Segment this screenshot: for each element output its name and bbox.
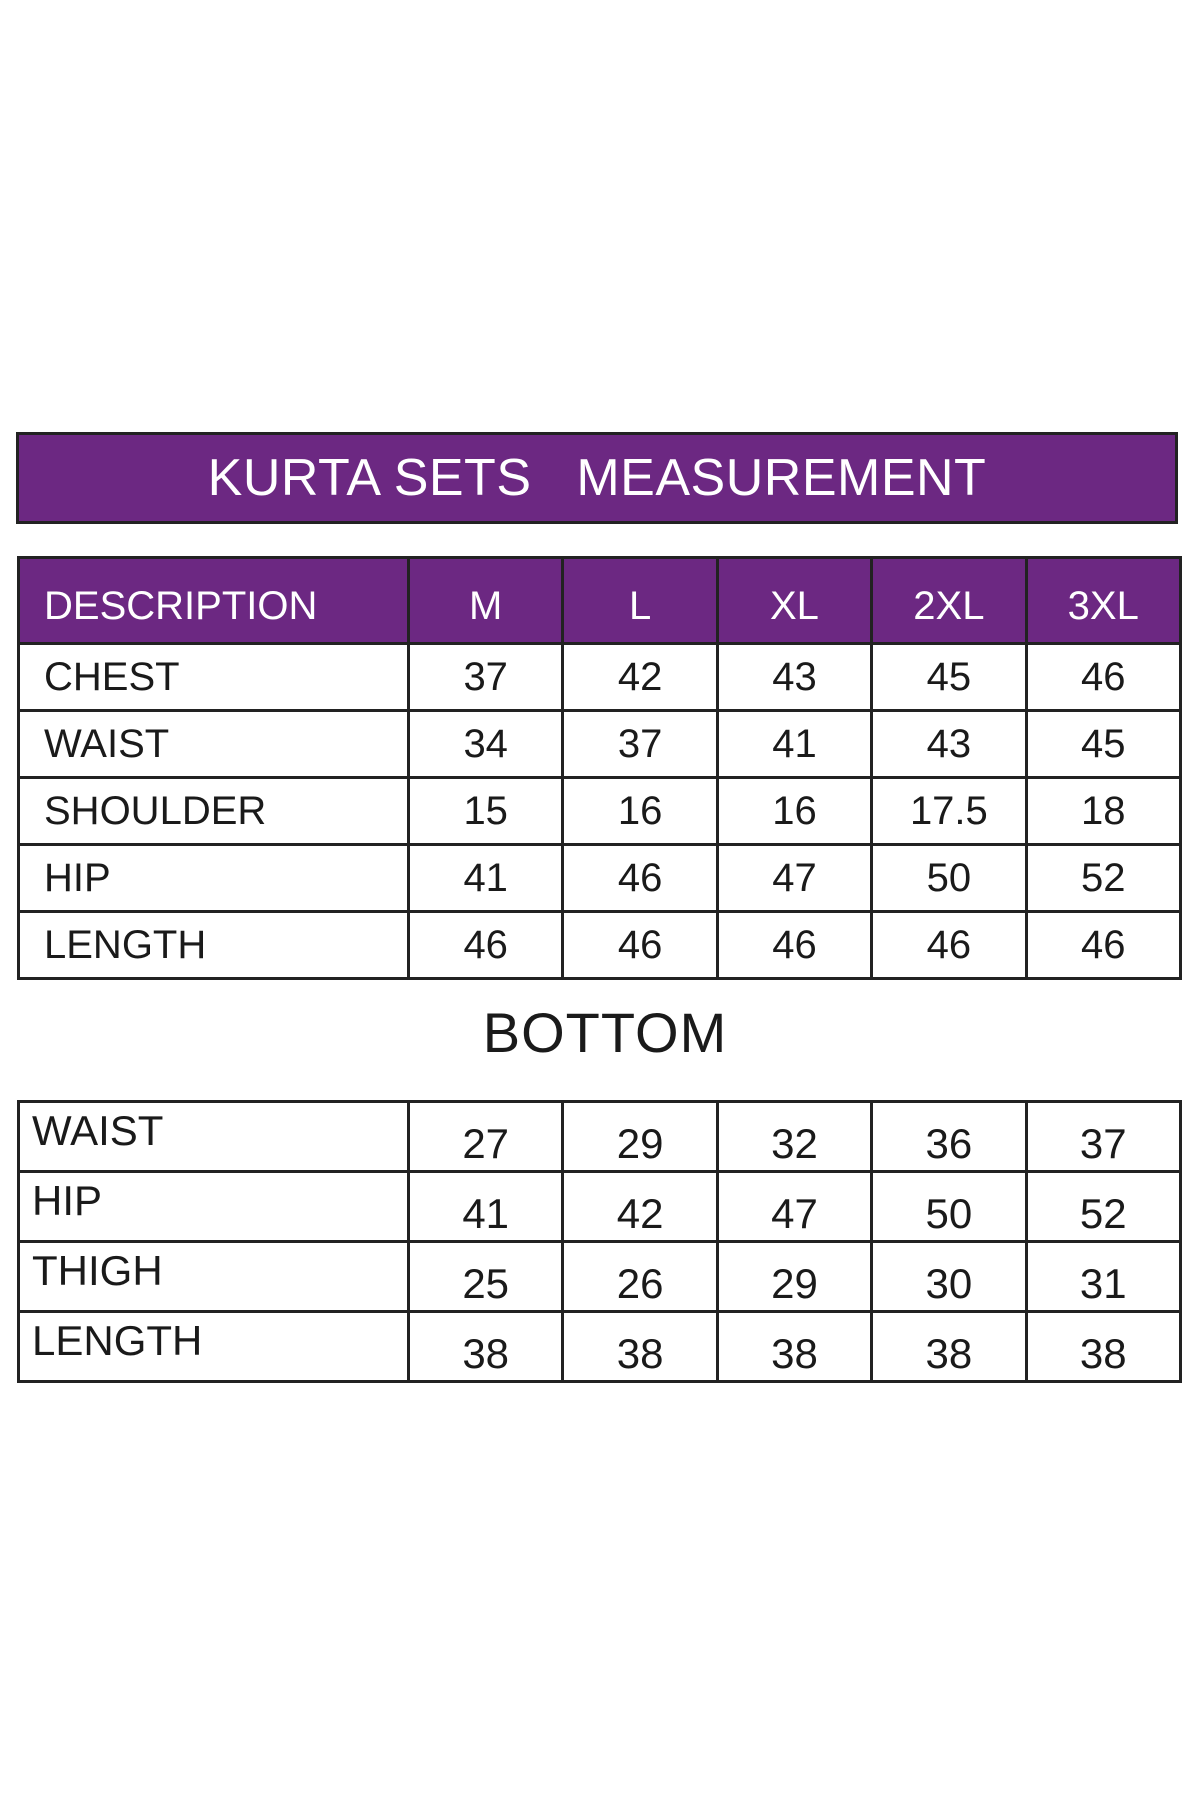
table-cell: 25 [409, 1242, 563, 1312]
table-cell: 34 [409, 711, 563, 778]
table-cell: 50 [872, 1172, 1026, 1242]
table-row [19, 1242, 1181, 1312]
table-cell: 42 [563, 644, 717, 711]
table-cell: 41 [409, 1172, 563, 1242]
table-row [19, 1172, 1181, 1242]
table-cell: 38 [1026, 1312, 1180, 1382]
kurta-measurement-table [17, 556, 1182, 980]
table-cell: 29 [563, 1102, 717, 1172]
table-cell: 16 [563, 778, 717, 845]
header-size-3xl: 3XL [1026, 558, 1180, 644]
table-header-row [19, 558, 1181, 644]
row-label: HIP [19, 1172, 409, 1242]
table-cell: 15 [409, 778, 563, 845]
table-cell: 18 [1026, 778, 1180, 845]
table-cell: 37 [409, 644, 563, 711]
table-cell: 31 [1026, 1242, 1180, 1312]
table-cell: 46 [409, 912, 563, 979]
table-row [19, 845, 1181, 912]
table-row [19, 912, 1181, 979]
table-cell: 45 [1026, 711, 1180, 778]
table-cell: 45 [872, 644, 1026, 711]
header-size-l: L [563, 558, 717, 644]
table-cell: 43 [717, 644, 871, 711]
bottom-section-heading: BOTTOM [482, 1001, 728, 1064]
table-cell: 36 [872, 1102, 1026, 1172]
table-cell: 41 [409, 845, 563, 912]
table-cell: 38 [717, 1312, 871, 1382]
table-cell: 29 [717, 1242, 871, 1312]
table-cell: 32 [717, 1102, 871, 1172]
table-row [19, 644, 1181, 711]
table-cell: 37 [563, 711, 717, 778]
row-label: WAIST [19, 711, 409, 778]
header-size-2xl: 2XL [872, 558, 1026, 644]
table-cell: 47 [717, 845, 871, 912]
table-cell: 46 [1026, 644, 1180, 711]
table-cell: 17.5 [872, 778, 1026, 845]
table-cell: 46 [1026, 912, 1180, 979]
bottom-measurement-table [17, 1100, 1182, 1383]
table-cell: 41 [717, 711, 871, 778]
table-cell: 46 [872, 912, 1026, 979]
row-label: CHEST [19, 644, 409, 711]
table-cell: 52 [1026, 1172, 1180, 1242]
table-cell: 38 [409, 1312, 563, 1382]
chart-title-banner: KURTA SETS MEASUREMENT [16, 432, 1178, 524]
table-cell: 38 [872, 1312, 1026, 1382]
table-cell: 16 [717, 778, 871, 845]
table-row [19, 1102, 1181, 1172]
table-cell: 46 [563, 912, 717, 979]
row-label: LENGTH [19, 912, 409, 979]
table-cell: 50 [872, 845, 1026, 912]
table-cell: 27 [409, 1102, 563, 1172]
row-label: HIP [19, 845, 409, 912]
header-size-xl: XL [717, 558, 871, 644]
header-size-m: M [409, 558, 563, 644]
table-cell: 37 [1026, 1102, 1180, 1172]
table-cell: 26 [563, 1242, 717, 1312]
table-cell: 46 [717, 912, 871, 979]
row-label: SHOULDER [19, 778, 409, 845]
table-row [19, 711, 1181, 778]
table-cell: 38 [563, 1312, 717, 1382]
table-row [19, 1312, 1181, 1382]
table-cell: 43 [872, 711, 1026, 778]
row-label: LENGTH [19, 1312, 409, 1382]
table-cell: 42 [563, 1172, 717, 1242]
table-cell: 30 [872, 1242, 1026, 1312]
row-label: THIGH [19, 1242, 409, 1312]
header-description: DESCRIPTION [19, 558, 409, 644]
table-cell: 52 [1026, 845, 1180, 912]
table-cell: 47 [717, 1172, 871, 1242]
table-cell: 46 [563, 845, 717, 912]
table-row [19, 778, 1181, 845]
row-label: WAIST [19, 1102, 409, 1172]
